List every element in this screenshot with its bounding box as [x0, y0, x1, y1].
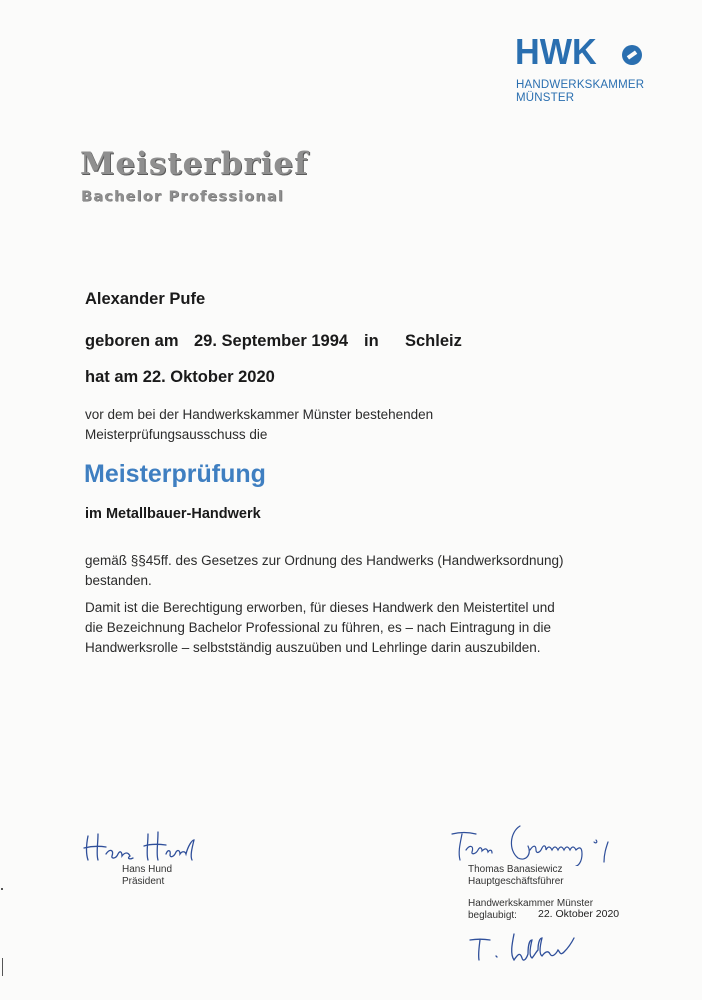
- president-role: Präsident: [122, 876, 165, 887]
- hwk-emblem-icon: [621, 44, 643, 66]
- exam-title: Meisterprüfung: [84, 460, 266, 488]
- trade-line: im Metallbauer-Handwerk: [85, 506, 261, 522]
- hwk-logo: [515, 31, 645, 104]
- intro-line-2: Meisterprüfungsausschuss die: [85, 427, 268, 442]
- document-subtitle: Bachelor Professional: [81, 189, 285, 205]
- president-signature: [80, 826, 230, 866]
- birth-place: Schleiz: [405, 332, 462, 350]
- document-title: Meisterbrief: [80, 146, 309, 182]
- birth-date: 29. September 1994: [194, 332, 349, 350]
- authentication-org: Handwerkskammer Münster: [468, 898, 594, 909]
- authentication-signature: [466, 928, 636, 968]
- scan-edge-mark: [2, 958, 3, 976]
- president-name: Hans Hund: [122, 864, 173, 875]
- born-in-label: in: [364, 332, 379, 350]
- authentication-date: 22. Oktober 2020: [538, 908, 620, 920]
- recipient-name: Alexander Pufe: [85, 290, 206, 308]
- intro-line-1: vor dem bei der Handwerkskammer Münster bestehenden: [85, 407, 434, 422]
- rights-line-2: die Bezeichnung Bachelor Professional zu führen, es – nach Eintragung in die: [85, 620, 552, 635]
- rights-line-3: Handwerksrolle – selbstständig auszuüben und Lehrlinge darin auszubilden.: [85, 640, 541, 655]
- logo-wordmark: HWK: [515, 31, 597, 72]
- exam-date-line: hat am 22. Oktober 2020: [85, 368, 275, 386]
- logo-line-1: HANDWERKSKAMMER: [516, 79, 645, 91]
- rights-line-1: Damit ist die Berechtigung erworben, für dieses Handwerk den Meistertitel und: [85, 600, 555, 615]
- logo-line-2: MÜNSTER: [516, 92, 575, 104]
- managing-director-role: Hauptgeschäftsführer: [468, 876, 564, 887]
- law-line-2: bestanden.: [85, 573, 152, 588]
- managing-director-signature: [446, 820, 626, 866]
- scan-dot: [1, 888, 3, 890]
- born-label: geboren am: [85, 332, 179, 350]
- law-line-1: gemäß §§45ff. des Gesetzes zur Ordnung des Handwerks (Handwerksordnung): [85, 553, 564, 568]
- authentication-label: beglaubigt:: [468, 910, 517, 921]
- managing-director-name: Thomas Banasiewicz: [468, 864, 563, 875]
